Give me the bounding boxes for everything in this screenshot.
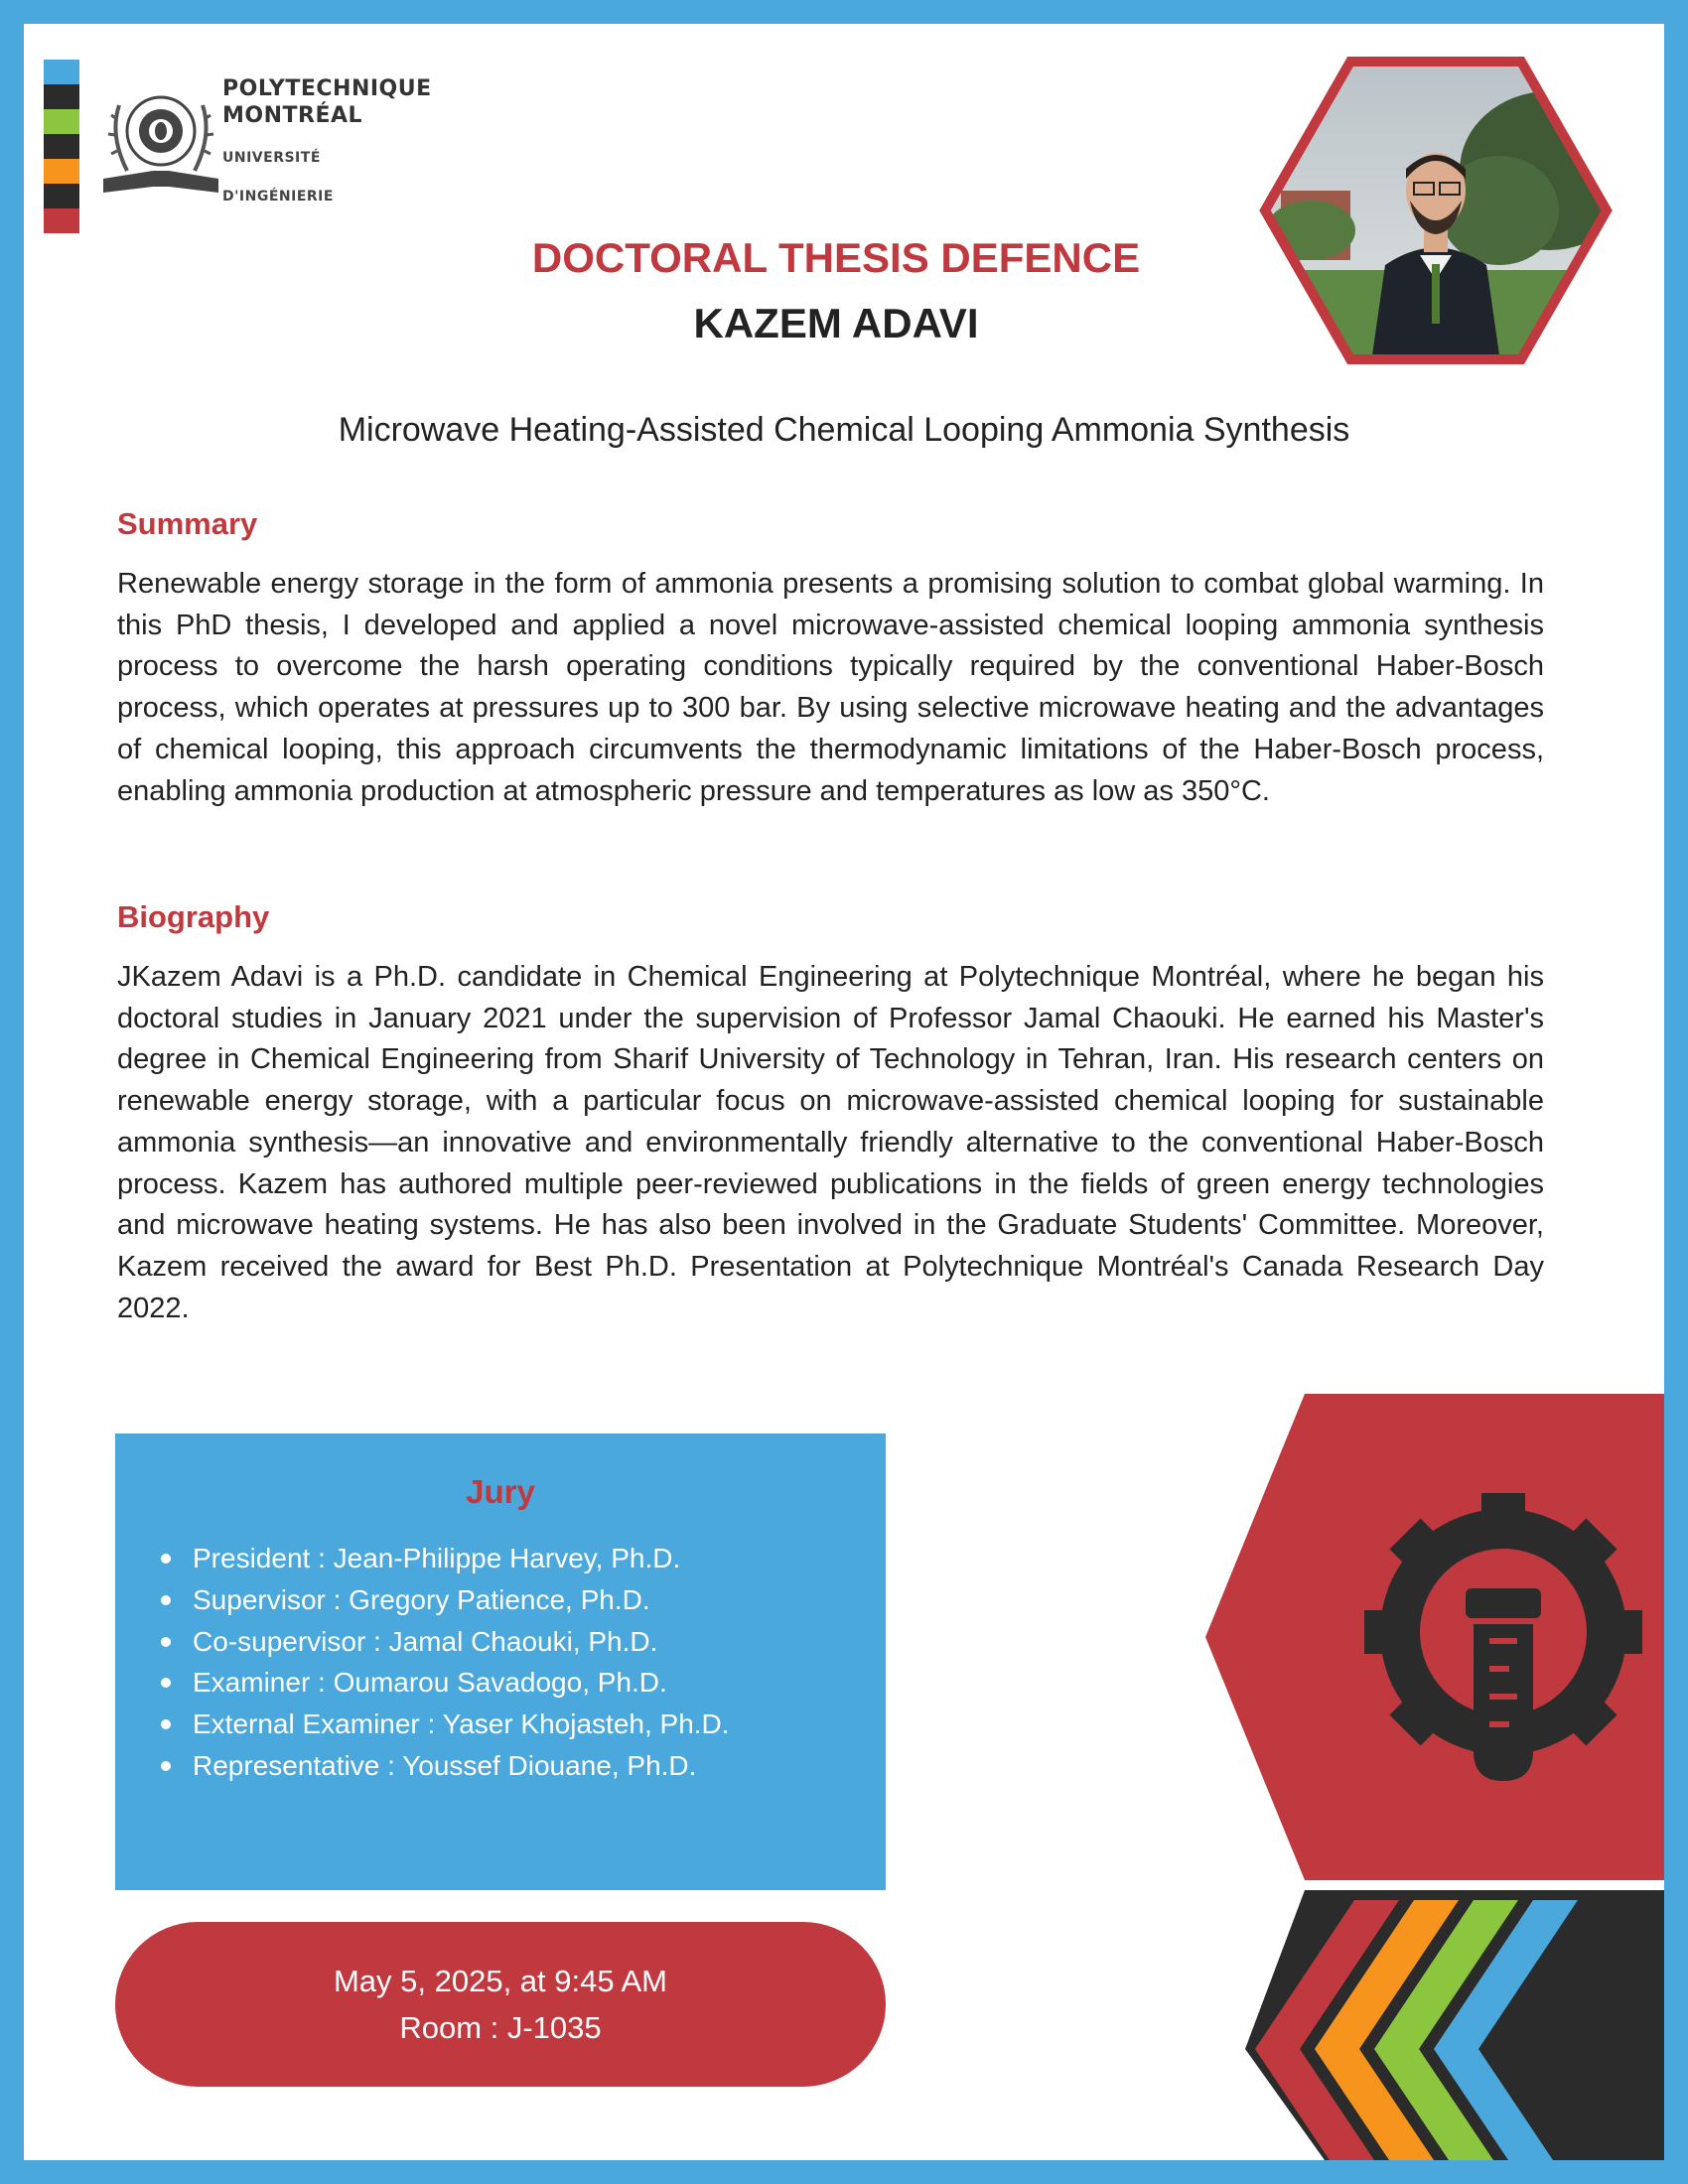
event-details-pill (115, 1922, 886, 2087)
test-tube-icon (1466, 1588, 1541, 1781)
jury-heading: Jury (466, 1473, 535, 1510)
logo-sub-line2: D'INGÉNIERIE (222, 189, 334, 205)
logo-name-line1: POLYTECHNIQUE (222, 76, 432, 101)
summary-heading: Summary (117, 506, 258, 541)
jury-member: Supervisor : Gregory Patience, Ph.D. (155, 1579, 730, 1621)
colored-chevrons (1245, 1890, 1664, 2160)
event-datetime: May 5, 2025, at 9:45 AM (333, 1964, 668, 1998)
jury-list (155, 1538, 730, 1787)
logo-text (222, 75, 432, 206)
biography-heading: Biography (117, 899, 270, 934)
logo-name-line2: MONTRÉAL (222, 103, 363, 128)
logo-color-bars (44, 60, 79, 233)
university-emblem-icon (97, 75, 228, 206)
jury-member: Examiner : Oumarou Savadogo, Ph.D. (155, 1662, 730, 1704)
jury-member: External Examiner : Yaser Khojasteh, Ph.D. (155, 1704, 730, 1745)
jury-box (115, 1433, 886, 1890)
thesis-title: Microwave Heating-Assisted Chemical Looping Ammonia Synthesis (338, 411, 1350, 449)
jury-member: Co-supervisor : Jamal Chaouki, Ph.D. (155, 1621, 730, 1663)
logo-sub-line1: UNIVERSITÉ (222, 150, 321, 166)
jury-member: Representative : Youssef Diouane, Ph.D. (155, 1745, 730, 1787)
summary-text: Renewable energy storage in the form of ammonia presents a promising solution to combat global warming. In this PhD thesis, I developed and applied a novel microwave-assisted chemical looping ammonia synthesis process to overcome the harsh operating conditions typically required by the conventional Haber-Bosch process, which operates at pressures up to 300 bar. By using selective microwave heating and the advantages of chemical looping, this approach circumvents the thermodynamic limitations of the Haber-Bosch process, enabling ammonia production at atmospheric pressure and temperatures as low as 350°C. (117, 568, 1544, 807)
event-type-heading: DOCTORAL THESIS DEFENCE (531, 234, 1141, 281)
biography-text: JKazem Adavi is a Ph.D. candidate in Chemical Engineering at Polytechnique Montréal, where he began his doctoral studies in January 2021 under the supervision of Professor Jamal Chaouki. He earned his Master's degree in Chemical Engineering from Sharif University of Technology in Tehran, Iran. His research centers on renewable energy storage, with a particular focus on microwave-assisted chemical looping for sustainable ammonia synthesis—an innovative and environmentally friendly alternative to the conventional Haber-Bosch process. Kazem has authored multiple peer-reviewed publications in the fields of green energy technologies and microwave heating systems. He has also been involved in the Graduate Students' Committee. Moreover, Kazem received the award for Best Ph.D. Presentation at Polytechnique Montréal's Canada Research Day 2022. (117, 961, 1544, 1324)
event-room: Room : J-1035 (399, 2010, 602, 2045)
poster-page (24, 24, 1664, 2160)
jury-member: President : Jean-Philippe Harvey, Ph.D. (155, 1538, 730, 1579)
candidate-name: KAZEM ADAVI (693, 300, 979, 346)
decorative-graphic (1205, 1394, 1664, 2160)
